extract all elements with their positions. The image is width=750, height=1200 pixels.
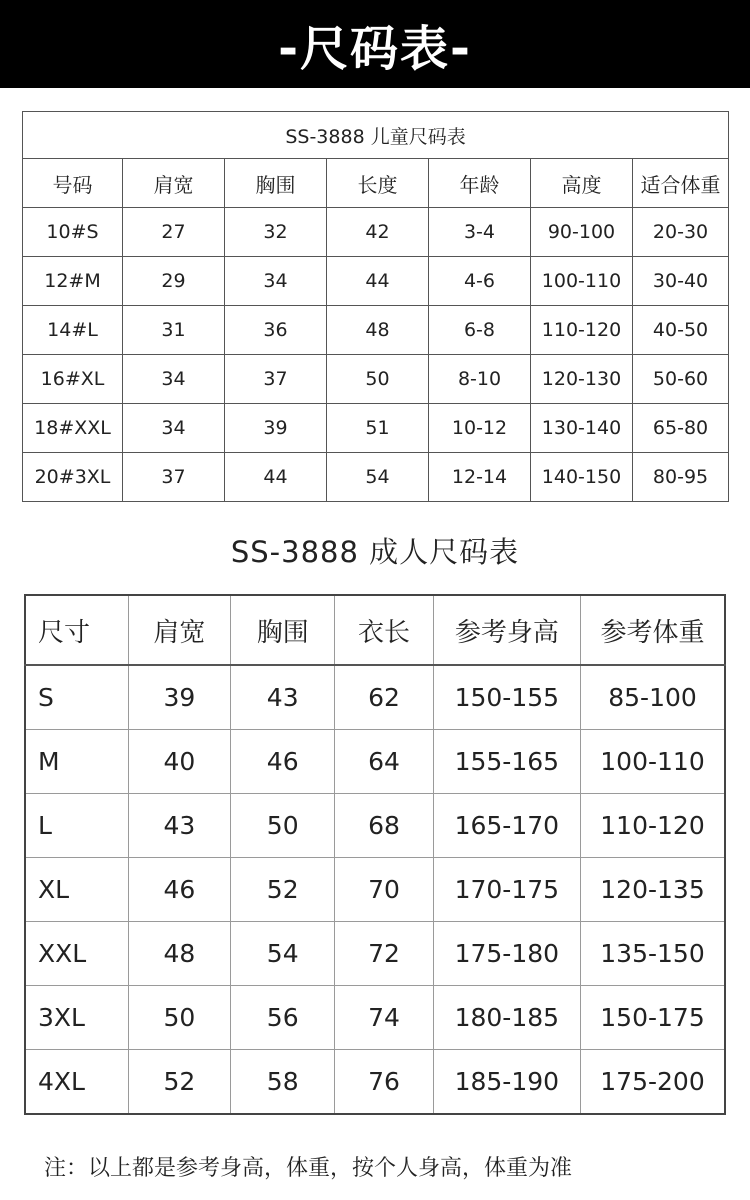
kids-table-cell: 50 [327,355,429,404]
kids-table-cell: 80-95 [633,453,729,502]
kids-size-table [22,111,729,502]
kids-table-cell: 44 [327,257,429,306]
adult-table-header-cell: 参考身高 [433,595,580,665]
kids-table-cell: 140-150 [531,453,633,502]
adult-table-cell: 64 [335,730,433,794]
adult-table-cell: L [25,794,128,858]
kids-table-cell: 54 [327,453,429,502]
kids-table-cell: 16#XL [23,355,123,404]
adult-table-cell: 85-100 [581,665,725,730]
adult-table-row [25,665,725,730]
adult-table-row [25,730,725,794]
adult-table-cell: 68 [335,794,433,858]
adult-table-header-cell: 尺寸 [25,595,128,665]
size-note: 注：以上都是参考身高，体重，按个人身高，体重为准 [44,1155,573,1181]
kids-table-cell: 20#3XL [23,453,123,502]
adult-table-row [25,1050,725,1115]
adult-table-cell: 50 [128,986,230,1050]
adult-table-cell: 4XL [25,1050,128,1115]
adult-table-cell: 56 [231,986,335,1050]
kids-table-cell: 44 [225,453,327,502]
kids-table-cell: 8-10 [429,355,531,404]
kids-table-cell: 10#S [23,208,123,257]
adult-table-cell: 175-200 [581,1050,725,1115]
adult-table-row [25,986,725,1050]
kids-table-cell: 34 [123,355,225,404]
kids-table-cell: 39 [225,404,327,453]
kids-table-cell: 120-130 [531,355,633,404]
kids-table-cell: 12#M [23,257,123,306]
adult-table-cell: 135-150 [581,922,725,986]
adult-table-cell: 43 [231,665,335,730]
kids-table-cell: 3-4 [429,208,531,257]
adult-table-cell: 180-185 [433,986,580,1050]
kids-table-cell: 4-6 [429,257,531,306]
adult-table-cell: 3XL [25,986,128,1050]
kids-table-cell: 65-80 [633,404,729,453]
adult-table-cell: 150-175 [581,986,725,1050]
adult-table-cell: 100-110 [581,730,725,794]
kids-table-row [23,453,729,502]
adult-table-cell: 62 [335,665,433,730]
kids-table-caption-row [23,112,729,159]
kids-table-cell: 18#XXL [23,404,123,453]
kids-table-cell: 48 [327,306,429,355]
adult-table-cell: 46 [128,858,230,922]
kids-table-cell: 37 [123,453,225,502]
kids-table-row [23,306,729,355]
adult-table-cell: M [25,730,128,794]
adult-table-cell: 185-190 [433,1050,580,1115]
kids-table-cell: 50-60 [633,355,729,404]
kids-table-header-row [23,159,729,208]
kids-table-cell: 34 [123,404,225,453]
kids-table-row [23,355,729,404]
adult-table-cell: 165-170 [433,794,580,858]
adult-table-cell: 58 [231,1050,335,1115]
adult-table-cell: 155-165 [433,730,580,794]
adult-table-header-cell: 肩宽 [128,595,230,665]
adult-table-cell: 50 [231,794,335,858]
kids-table-row [23,257,729,306]
adult-table-row [25,858,725,922]
kids-table-cell: 14#L [23,306,123,355]
kids-table-cell: 37 [225,355,327,404]
kids-table-cell: 100-110 [531,257,633,306]
page-title: -尺码表- [278,20,472,77]
adult-table-cell: 170-175 [433,858,580,922]
kids-table-row [23,404,729,453]
adult-table-cell: 39 [128,665,230,730]
kids-table-cell: 32 [225,208,327,257]
adult-table-cell: 150-155 [433,665,580,730]
adult-table-row [25,922,725,986]
kids-table-cell: 29 [123,257,225,306]
adult-table-cell: 110-120 [581,794,725,858]
kids-table-cell: 110-120 [531,306,633,355]
adult-table-cell: 43 [128,794,230,858]
adult-table-cell: 120-135 [581,858,725,922]
adult-table-cell: XXL [25,922,128,986]
kids-table-cell: 27 [123,208,225,257]
adult-table-cell: 70 [335,858,433,922]
kids-table-cell: 10-12 [429,404,531,453]
kids-table-cell: 20-30 [633,208,729,257]
adult-table-header-cell: 参考体重 [581,595,725,665]
adult-table-cell: 40 [128,730,230,794]
adult-table-cell: S [25,665,128,730]
adult-table-cell: 74 [335,986,433,1050]
kids-table-cell: 12-14 [429,453,531,502]
kids-table-cell: 34 [225,257,327,306]
page-banner [0,0,750,88]
kids-table-header-cell: 年龄 [429,159,531,208]
kids-table-header-cell: 高度 [531,159,633,208]
kids-table-header-cell: 号码 [23,159,123,208]
adult-table-header-cell: 胸围 [231,595,335,665]
adult-table-row [25,794,725,858]
kids-table-cell: 31 [123,306,225,355]
kids-table-header-cell: 肩宽 [123,159,225,208]
kids-table-cell: 6-8 [429,306,531,355]
kids-table-header-cell: 胸围 [225,159,327,208]
adult-size-table [24,594,726,1115]
kids-table-cell: 130-140 [531,404,633,453]
adult-table-cell: 76 [335,1050,433,1115]
adult-table-cell: 175-180 [433,922,580,986]
kids-table-cell: 40-50 [633,306,729,355]
kids-table-cell: 51 [327,404,429,453]
kids-table-header-cell: 长度 [327,159,429,208]
kids-table-row [23,208,729,257]
kids-table-caption: SS-3888 儿童尺码表 [23,112,729,159]
kids-table-cell: 90-100 [531,208,633,257]
adult-table-header-cell: 衣长 [335,595,433,665]
adult-table-cell: XL [25,858,128,922]
adult-table-cell: 54 [231,922,335,986]
adult-table-cell: 52 [231,858,335,922]
adult-table-cell: 52 [128,1050,230,1115]
adult-table-cell: 46 [231,730,335,794]
adult-table-cell: 48 [128,922,230,986]
adult-table-title: SS-3888 成人尺码表 [230,534,520,569]
adult-table-cell: 72 [335,922,433,986]
kids-table-cell: 30-40 [633,257,729,306]
adult-table-header-row [25,595,725,665]
kids-table-cell: 36 [225,306,327,355]
kids-table-header-cell: 适合体重 [633,159,729,208]
kids-table-cell: 42 [327,208,429,257]
